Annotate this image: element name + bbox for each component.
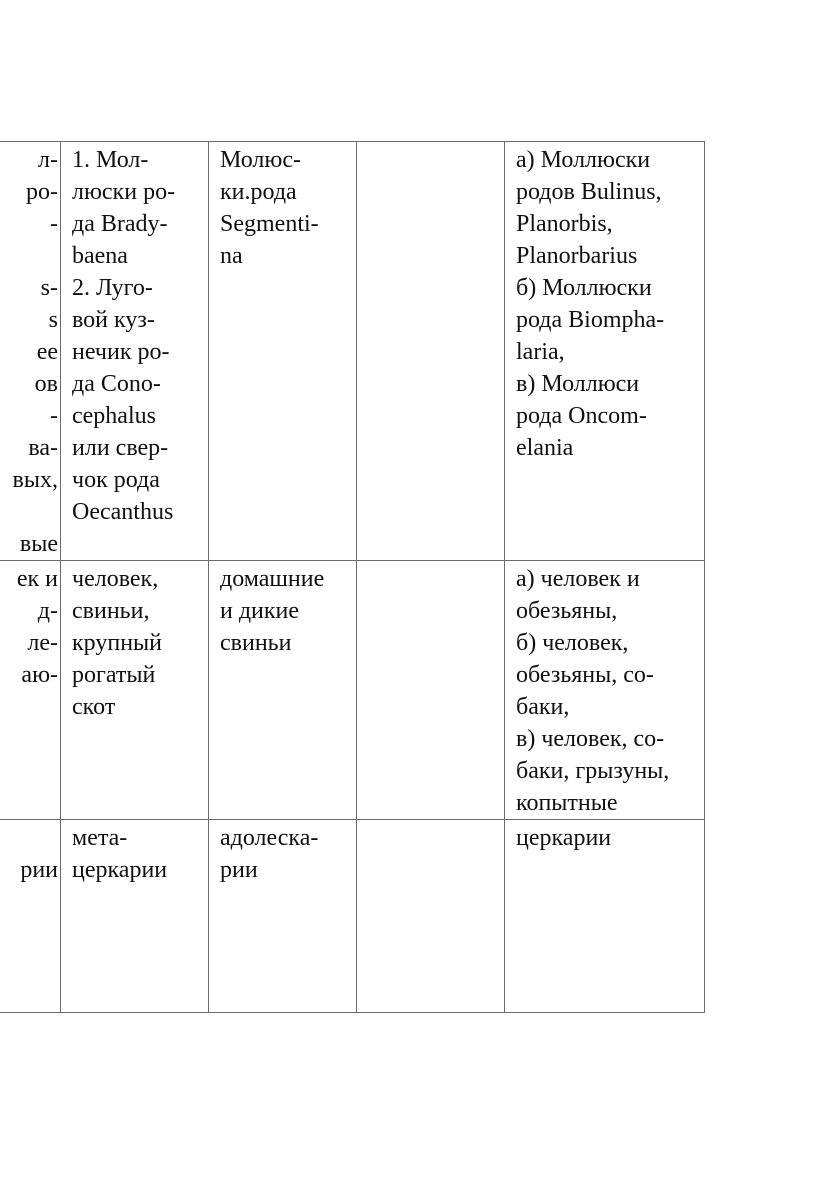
cell-text: ек и д- ле- аю- [16,566,58,688]
cell-text: 1. Мол- люски ро- да Brady- baena 2. Луго- вой куз- нечик ро- да Cono- cephalus или свер- чок рода Oecanthus [72,147,176,525]
table-row [0,142,705,561]
cell-text: домашние и дикие свиньи [220,566,325,656]
table-cell [357,142,505,561]
cell-text: человек, свиньи, крупный рогатый скот [72,566,162,720]
table-cell [61,561,209,820]
cell-text: мета- церкарии [72,825,168,883]
table-cell [61,142,209,561]
table-cell [209,142,357,561]
table-cell [357,820,505,1013]
cell-text: рии [20,857,58,883]
cell-text: церкарии [516,825,612,851]
table-cell [505,561,705,820]
table-cell [0,142,61,561]
cell-text: адолеска- рии [220,825,319,883]
table-cell [0,820,61,1013]
cell-text: а) человек и обезьяны, б) человек, обезьяны, со- баки, в) человек, со- баки, грызуны, копытные [516,566,670,816]
table-row [0,561,705,820]
table-cell [505,820,705,1013]
table-cell [0,561,61,820]
table-cell [209,820,357,1013]
table-row [0,820,705,1013]
cell-text: л- ро- - s- s ее ов - ва- вых, вые [12,147,58,557]
table-cell [209,561,357,820]
cell-text: Молюс- ки.рода Segmenti- na [220,147,319,269]
table-cell [357,561,505,820]
data-table [0,141,705,1013]
table-cell [61,820,209,1013]
table-cell [505,142,705,561]
cell-text: а) Моллюски родов Bulinus, Planorbis, Planorbarius б) Моллюски рода Biompha- laria, в) Моллюси рода Oncom- elania [516,147,665,461]
